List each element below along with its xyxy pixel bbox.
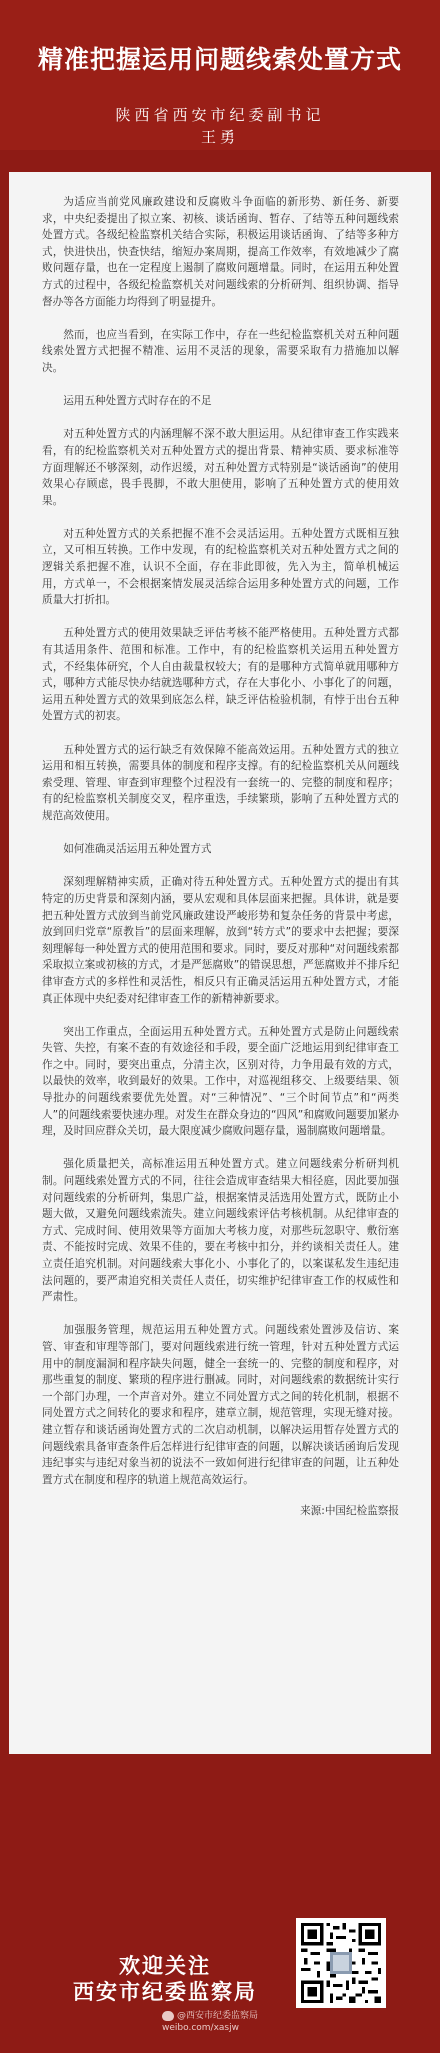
- section-heading: 运用五种处置方式时存在的不足: [63, 395, 212, 408]
- header-banner: [0, 0, 440, 150]
- author-name: 王勇: [200, 128, 239, 146]
- qr-code-icon: [301, 1923, 381, 2003]
- follow-prompt: 欢迎关注: [119, 1954, 211, 1978]
- weibo-url[interactable]: weibo.com/xasjw: [162, 2023, 239, 2033]
- paragraph: 深刻理解精神实质，正确对待五种处置方式。五种处置方式的提出有其特定的历史背景和深刻内涵，要从宏观和具体层面来把握。具体讲，就是要把五种处置方式放到当前党风廉政建设严峻形势和复杂任务的背景中考虑，放到回归党章“原教旨”的层面来理解，放到“转方式”的要求中去把握；要深刻理解每一种处置方式的使用范围和要求。同时，要反对那种“对问题线索都采取拟立案或初核的方式，才是严惩腐败”的错误思想，严惩腐败并不排斥纪律审查方式的多样性和灵活性，相反只有正确灵活运用五种处置方式，才能真正体现中央纪委对纪律审查工作的新精神新要求。: [42, 876, 399, 1005]
- qr-code[interactable]: [296, 1918, 386, 2008]
- paragraph: 五种处置方式的使用效果缺乏评估考核不能严格使用。五种处置方式都有其适用条件、范围和标准。工作中，有的纪检监察机关运用五种处置方式，不经集体研究，个人自由裁量权较大；有的是哪种方式简单就用哪种方式，哪种方式能尽快办结就选哪种方式，存在大事化小、小事化了的问题，运用五种处置方式的效果到底怎么样，缺乏评估检验机制，有悖于出台五种处置方式的初衷。: [42, 627, 399, 723]
- weibo-icon: [162, 2011, 174, 2021]
- paragraph: 加强服务管理，规范运用五种处置方式。问题线索处置涉及信访、案管、审查和审理等部门，要对问题线索进行统一管理，针对五种处置方式运用中的制度漏洞和程序缺失问题，健全一套统一的、完整的制度和程序，对那些重复的制度、繁琐的程序进行删减。同时，对问题线索的数据统计实行一个部门办理，一个声音对外。建立不同处置方式之间的转化机制，根据不同处置方式之间转化的要求和程序，建章立制，规范管理，实现无缝对接。建立暂存和谈话函询处置方式的二次启动机制，以解决运用暂存处置方式的问题线索具备审查条件后怎样进行纪律审查的问题，以解决谈话函询后发现违纪事实与违纪对象当初的说法不一致如何进行纪律审查的问题，让五种处置方式在制度和程序的轨道上规范高效运行。: [42, 1324, 399, 1486]
- author-position: 陕西省西安市纪委副书记: [115, 106, 325, 124]
- weibo-handle-row[interactable]: [162, 2010, 362, 2022]
- article-body: [9, 172, 431, 1754]
- source-credit: 来源:中国纪检监察报: [300, 1504, 399, 1517]
- paragraph: 对五种处置方式的关系把握不准不会灵活运用。五种处置方式既相互独立，又可相互转换。工作中发现，有的纪检监察机关对五种处置方式之间的逻辑关系把握不准，认识不全面，存在非此即彼，先入为主，简单机械运用，方式单一，不会根据案情发展灵活综合运用多种处置方式的问题，工作质量大打折扣。: [42, 527, 399, 607]
- article-title: 精准把握运用问题线索处置方式: [37, 45, 402, 74]
- organization-name: 西安市纪委监察局: [73, 1980, 257, 2004]
- paragraph: 突出工作重点，全面运用五种处置方式。五种处置方式是防止问题线索失管、失控，有案不查的有效途径和手段，要全面广泛地运用到纪律审查工作之中。同时，要突出重点，分清主次，区别对待，力争用最有效的方式，以最快的效率，收到最好的效果。工作中，对巡视组移交、上级要结果、领导批办的问题线索要优先处置。对“三种情况”、“三个时间节点”和“两类人”的问题线索要快速办理。对发生在群众身边的“四风”和腐败问题要加紧办理，及时回应群众关切，最大限度减少腐败问题存量，遏制腐败问题增量。: [42, 1025, 399, 1138]
- paragraph: 然而，也应当看到，在实际工作中，存在一些纪检监察机关对五种问题线索处置方式把握不精准、运用不灵活的现象，需要采取有力措施加以解决。: [42, 328, 399, 374]
- paragraph: 五种处置方式的运行缺乏有效保障不能高效运用。五种处置方式的独立运用和相互转换，需要具体的制度和程序支撑。有的纪检监察机关从问题线索受理、管理、审查到审理整个过程没有一套统一的、完整的制度和程序；有的纪检监察机关制度交叉，程序重迭，手续繁琐，影响了五种处置方式的规范高效使用。: [42, 743, 399, 822]
- weibo-handle: @西安市纪委监察局: [177, 2011, 259, 2021]
- paragraph: 为适应当前党风廉政建设和反腐败斗争面临的新形势、新任务、新要求，中央纪委提出了拟立案、初核、谈话函询、暂存、了结等五种问题线索处置方式。各级纪检监察机关结合实际，积极运用谈话函询、了结等多种方式，快进快出，快查快结，缩短办案周期，提高工作效率，有效地减少了腐败问题存量，也在一定程度上遏制了腐败问题增量。同时，在运用五种处置方式的过程中，各级纪检监察机关对问题线索的分析研判、组织协调、指导督办等各方面能力均得到了明显提升。: [42, 196, 399, 308]
- section-heading: 如何准确灵活运用五种处置方式: [63, 843, 212, 856]
- weibo-info: [162, 2010, 362, 2034]
- paragraph: 对五种处置方式的内涵理解不深不敢大胆运用。从纪律审查工作实践来看，有的纪检监察机关对五种处置方式的提出背景、精神实质、要求标准等方面理解还不够深刻，动作迟缓，对五种处置方式特别是“谈话函询”的使用效果心存顾虑，畏手畏脚，不敢大胆使用，影响了五种处置方式的使用效果。: [42, 428, 399, 507]
- paragraph: 强化质量把关，高标准运用五种处置方式。建立问题线索分析研判机制。问题线索处置方式的不同，往往会造成审查结果大相径庭，因此要加强对问题线索的分析研判，集思广益，根据案情灵活选用处置方式，既防止小题大做，又避免问题线索流失。建立问题线索评估考核机制。从纪律审查的方式、完成时间、使用效果等方面加大考核力度，对那些玩忽职守、敷衍塞责、不能按时完成、效果不佳的，要在考核中扣分，并约谈相关责任人。建立责任追究机制。对问题线索大事化小、小事化了的，以案谋私发生违纪违法问题的，要严肃追究相关责任人责任，切实维护纪律审查工作的权威性和严肃性。: [42, 1158, 399, 1304]
